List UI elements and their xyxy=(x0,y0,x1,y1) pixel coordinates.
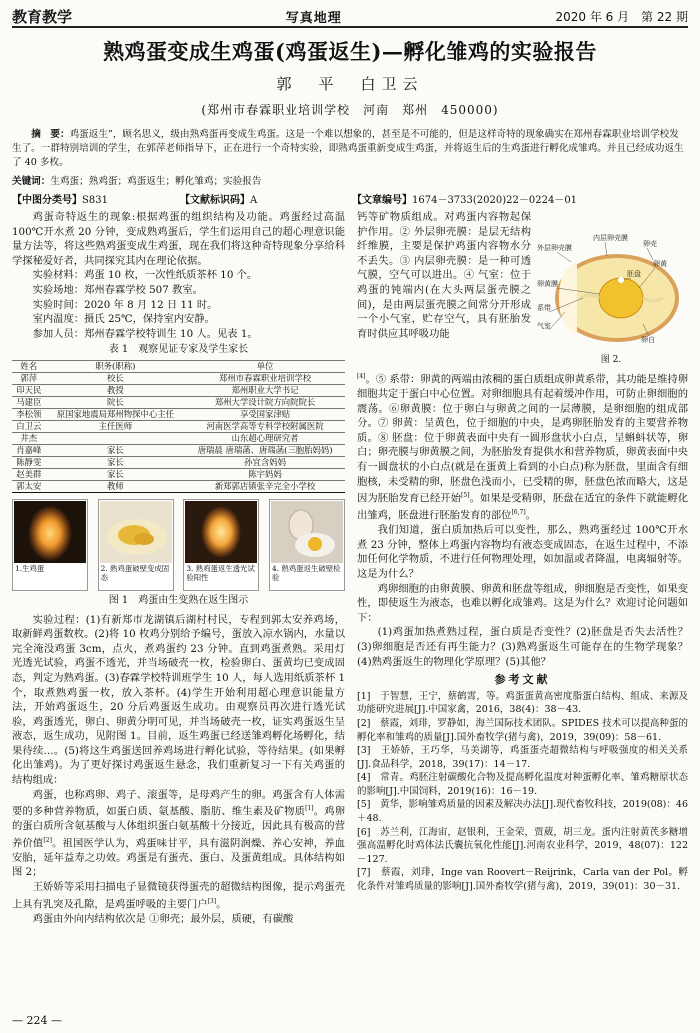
table-cell: 郭萍 xyxy=(12,372,46,384)
abstract-label: 摘 要： xyxy=(31,129,70,140)
table-cell: 校长 xyxy=(46,372,186,384)
table-row xyxy=(12,468,345,480)
table-cell: 河南医学高等专科学校附属医院 xyxy=(185,420,345,432)
table-cell: 新郑郭店镇张辛完全小学校 xyxy=(185,480,345,492)
table-row xyxy=(12,420,345,432)
reference-item: [1] 于智慧，王宁，蔡鹤霄，等。鸡蛋蛋黄高密度脂蛋白结构、组成、来源及功能研究进展[J].中国家禽，2016，38(4)：38－43. xyxy=(357,690,688,716)
table-row xyxy=(12,432,345,444)
table-cell: 院长 xyxy=(46,396,186,408)
scope-paragraph: 王娇娇等采用扫描电子显微镜获得蛋壳的超微结构图像，提示鸡蛋壳上具有乳突及孔隙，是鸡蛋呼吸的主要门户[3]。 xyxy=(12,881,345,911)
label-chalaza: 系带 xyxy=(537,304,551,312)
affiliation: (郑州市春霖职业培训学校 河南 郑州 450000) xyxy=(201,103,499,117)
table-row xyxy=(12,372,345,384)
abstract xyxy=(12,128,688,170)
label-air-cell: 气室 xyxy=(537,322,551,330)
table-cell: 孙宜含妈妈 xyxy=(185,456,345,468)
table-row xyxy=(12,408,345,420)
table-cell: 家长 xyxy=(46,468,186,480)
reference-item: [4] 常青。鸡胚注射碳酸化合物及提高孵化温度对种蛋孵化率、雏鸡糖原状态的影响[J].中国饲料，2019(16)：16－19. xyxy=(357,772,688,797)
questions-paragraph: (1)鸡蛋加热煮熟过程，蛋白质是否变性？(2)胚盘是否失去活性？(3)卵细胞是否还有再生能力？(3)熟鸡蛋返生可能存在的生物学现象？(4)熟鸡蛋返生的物理化学原理？(5)其他？ xyxy=(357,626,688,668)
table-cell: 家长 xyxy=(46,456,186,468)
table-cell: 教授 xyxy=(46,384,186,396)
table-row xyxy=(12,480,345,492)
table-cell: 郑州大学设计院方向院院长 xyxy=(185,396,345,408)
left-column xyxy=(12,210,345,1012)
page-header xyxy=(12,6,688,28)
keywords xyxy=(12,175,688,189)
reference-item: [6] 苏兰利，江海宙，赵银利，王金荣，贾葳，胡三龙。蛋内注射黄芪多糖增强高温孵化时鸡体法氏囊抗氧化性能[J].河南农业科学，2019，48(07)：122－127. xyxy=(357,826,688,865)
place-line: 实验场地：郑州春霖学校 507 教室。 xyxy=(32,283,203,296)
references-title: 参考文献 xyxy=(494,673,551,687)
citation: [3] xyxy=(207,897,217,905)
photo-caption: 4. 熟鸡蛋返生破壁检验 xyxy=(271,563,341,582)
section-label: 教育教学 xyxy=(12,7,73,26)
abstract-text: 鸡蛋返生”，顾名思义，级由熟鸡蛋再变成生鸡蛋。这是一个难以想象的，甚至是不可能的，但是这样奇特的现象确实在郑州春霖职业培训学校发生了。一群特别培训的学生，在郭萍老师指导下，正在进行一个奇特实验，即熟鸡蛋重新变成生鸡蛋，并将返生后的生鸡蛋进行孵化成雏鸡。并且已经成功返生了 40 多枚。 xyxy=(12,129,684,168)
label-inner-membrane: 内层卵壳膜 xyxy=(593,234,628,242)
table-cell: 原国家地震局郑州物探中心主任 xyxy=(46,408,186,420)
reference-item: [2] 蔡霞，刘琲，罗静如，海兰国际技术团队。SPIDES 技术可以提高种蛋的孵化率和雏鸡的质量[J].国外畜牧学(猪与禽)，2019，39(09)：58－61. xyxy=(357,717,688,743)
keywords-text: 生鸡蛋；熟鸡蛋；鸡蛋返生；孵化雏鸡；实验报告 xyxy=(50,176,262,187)
figure-2-caption: 图 2. xyxy=(600,355,622,365)
table-cell: 陈静雯 xyxy=(12,456,46,468)
magazine-name: 写真地理 xyxy=(285,10,342,26)
photo-returned-egg xyxy=(269,499,345,591)
figure-2-egg-diagram xyxy=(535,232,687,364)
structure-paragraph: 鸡蛋，也称鸡卵、鸡子、滚蛋等，是母鸡产生的卵。鸡蛋含有人体需要的多种营养物质，如蛋白质、氨基酸、脂肪、维生素及矿物质[1]。鸡卵的蛋白质所含氨基酸与人体组织蛋白氨基酸十分接近，因此具有极高的营养价值[2]。祖国医学认为，鸡蛋味甘平，具有滋阴润燥、养心安神，养血安胎，延年益寿之功效。鸡蛋是有蛋壳、蛋白、及蛋黄组成。具体结构如图 2； xyxy=(12,788,345,879)
discussion-paragraph: 鸡卵细胞的由卵黄膜、卵黄和胚盘等组成，卵细胞是否变性，如果变性，即使返生为液态，也难以孵化成雏鸡。这是为什么？欢迎讨论问题如下： xyxy=(357,582,688,624)
table-cell: 印天民 xyxy=(12,384,46,396)
figure-1-photos xyxy=(12,499,345,591)
table-cell: 郭太安 xyxy=(12,480,46,492)
table-header: 职务(职称) xyxy=(46,360,186,372)
table-cell: 唐瑞晨 唐瑞菡、唐瑞菡(三胞胎妈妈) xyxy=(185,444,345,456)
table-row xyxy=(12,456,345,468)
issue-label: 2020 年 6 月 第 22 期 xyxy=(555,9,688,24)
keywords-label: 关键词： xyxy=(12,176,51,187)
table-cell: 郑州职业大学书记 xyxy=(185,384,345,396)
germinal-disc-shape xyxy=(618,277,624,283)
doc-code: 【文献标识码】A xyxy=(180,195,258,206)
label-yolk-membrane: 卵黄膜 xyxy=(537,280,558,288)
egg-photo-3 xyxy=(185,501,257,563)
photo-caption: 2. 熟鸡蛋破壁变成固态 xyxy=(100,563,170,582)
clc-number: 【中图分类号】S831 xyxy=(12,195,108,206)
egg-photo-4 xyxy=(271,501,343,563)
table-row xyxy=(12,444,345,456)
table-row xyxy=(12,396,345,408)
photo-raw-egg xyxy=(12,499,88,591)
materials-line: 实验材料：鸡蛋 10 枚，一次性纸质茶杯 10 个。 xyxy=(32,269,258,282)
table-cell: 主任医师 xyxy=(46,420,186,432)
table-cell xyxy=(46,432,186,444)
inner-paragraph: 鸡蛋由外向内结构依次是 ①卵壳；最外层，质硬，有碳酸 xyxy=(32,912,294,925)
table-cell: 肖嘉峰 xyxy=(12,444,46,456)
table-cell: 赵美群 xyxy=(12,468,46,480)
label-germinal-disc: 胚盘 xyxy=(627,270,641,278)
table-row xyxy=(12,384,345,396)
citation: [6,7] xyxy=(511,509,526,517)
photo-caption: 3. 熟鸡蛋返生透光试验阳性 xyxy=(186,563,255,582)
temp-line: 室内温度：摄氏 25℃，保持室内安静。 xyxy=(32,313,215,326)
table-cell: 井杰 xyxy=(12,432,46,444)
label-outer-membrane: 外层卵壳膜 xyxy=(537,244,572,252)
label-shell: 卵壳 xyxy=(643,240,657,248)
table-cell: 山东超心理研究者 xyxy=(185,432,345,444)
table-title: 表 1 观察见证专家及学生家长 xyxy=(108,344,249,356)
label-albumen: 卵白 xyxy=(641,336,655,344)
table-cell: 马建臣 xyxy=(12,396,46,408)
table-cell: 白卫云 xyxy=(12,420,46,432)
air-cell-shape xyxy=(559,262,577,334)
right-column-top xyxy=(357,210,531,370)
references-list xyxy=(357,690,688,894)
process-paragraph: 实验过程：(1)有新郑市龙湖镇后湖村村民，专程到郭太安养鸡场，取新鲜鸡蛋数枚。(2)将 10 枚鸡分别给予编号，蛋放入凉水锅内，水量以完全淹没鸡蛋 3cm，点火，煮鸡蛋约 23 分钟。直到鸡蛋煮熟。采用灯光透光试验，鸡蛋不透光，并当场破壳一枚，检验卵白、蛋黄均已变成固态，判定为熟鸡蛋。(3)春霖学校特训班学生 10 人，每人选用纸质茶杯 1 个，取煮熟鸡蛋一枚，放入茶杯。(4)学生开始利用超心理意识能量方法，开始鸡蛋返生，20 分后鸡蛋返生成功。由观察员再次进行透光试验，鸡蛋透光，卵白、卵黄分明可见，并当场破壳一枚，证实鸡蛋返生呈液态，返生成功，见附图 1。目前，返生鸡蛋已经送雏鸡孵化场孵化，结果待续…。(5)将这生鸡蛋送回养鸡场进行孵化试验，等待结果。(如果孵化出雏鸡)。为了更好探讨鸡蛋返生悬念，我们重新复习一下有关鸡蛋的结构组成： xyxy=(12,613,345,787)
article-number: 【文章编号】1674－3733(2020)22－0224－01 xyxy=(352,195,578,206)
paper-title: 熟鸡蛋变成生鸡蛋(鸡蛋返生)—孵化雏鸡的实验报告 xyxy=(103,39,597,64)
right-paragraph-1: 钙等矿物质组成。对鸡蛋内容物起保护作用。② 外层卵壳膜：是层无结构纤维膜，主要是保护鸡蛋内容物水分不丢失。③ 内层卵壳膜：是一种可透气膜，空气可以进出。④ 气室：位于鸡蛋的钝端内(在大头两层蛋壳膜之间)，是由两层蛋壳膜之间常分开形成一个小气室，贮存空气，具有胚胎发育时供应其呼吸功能 xyxy=(357,211,531,340)
table-cell: 李松领 xyxy=(12,408,46,420)
photo-candling xyxy=(183,499,259,591)
table-cell: 享受国家津贴 xyxy=(185,408,345,420)
table-cell: 家长 xyxy=(46,444,186,456)
citation: [5] xyxy=(461,492,470,500)
citation: [1] xyxy=(305,805,314,813)
people-line: 参加人员：郑州春霖学校特训生 10 人。见表 1。 xyxy=(32,327,258,340)
citation: [2] xyxy=(43,836,52,844)
witness-table xyxy=(12,360,345,493)
page-number: — 224 — xyxy=(12,1014,62,1027)
table-cell: 陈宇妈妈 xyxy=(185,468,345,480)
egg-photo-1 xyxy=(14,501,86,563)
table-cell: 教师 xyxy=(46,480,186,492)
reference-item: [5] 黄华，影响雏鸡质量的因素及解决办法[J].现代畜牧科技，2019(08)：46＋48. xyxy=(357,799,688,825)
right-column-main xyxy=(357,370,688,1010)
label-yolk: 卵黄 xyxy=(653,260,667,268)
denaturation-paragraph: 我们知道，蛋白质加热后可以变性，那么，熟鸡蛋经过 100℃开水煮 23 分钟，整体上鸡蛋内容物均有液态变成固态，在返生过程中，不添加任何化学物质，不进行任何物理处理，如加温或者降温，电离辐射等。这是为什么？ xyxy=(357,524,688,580)
table-cell: 郑州市春霖职业培训学校 xyxy=(185,372,345,384)
right-paragraph-1-cont: [4]。⑤ 系带：卵黄的两端由浓稠的蛋白质组成卵黄系带，其功能是维持卵细胞共定于蛋白中心位置。对卵细胞具有起着缓冲作用，可防止卵细胞的震荡。⑥卵黄膜：位于卵白与卵黄之间的一层薄膜，是卵细胞的组成部分。⑦ 卵黄：呈黄色，位于细胞的中央，是鸡卵胚胎发育的主要营养物质。⑧ 胚盘：位于卵黄表面中央有一圆形盘状小白点，呈蝌蚪状等，卵白；卵壳膜与卵黄膜之间，为胚胎发育提供水和营养物质，卵黄表面中央有一圆盘状的小白点(就是在蛋黄上看到的小白点)称为胚盘，里面含有细胞核，未受精的卵，胚盘色浅而小，已受精的卵，胚盘色浓而略大，这是因为胚胎发育已经开始[5]。如果是受精卵，胚盘在适宜的条件下就能孵化出雏鸡，胚盘进行胚胎发育的部位[6,7]。 xyxy=(357,373,688,522)
citation: [4] xyxy=(357,373,366,380)
table-header: 姓名 xyxy=(12,360,46,372)
reference-item: [3] 王娇娇，王巧华，马美湖等，鸡蛋蛋壳超微结构与呼吸强度的相关关系[J].食品科学，2018，39(17)：14－17. xyxy=(357,745,688,770)
egg-photo-2 xyxy=(100,501,172,563)
figure-1-caption: 图 1 鸡蛋由生变熟在返生图示 xyxy=(108,594,249,606)
time-line: 实验时间：2020 年 8 月 12 日 11 时。 xyxy=(32,298,218,311)
photo-caption: 1.生鸡蛋 xyxy=(15,563,45,573)
reference-item: [7] 蔡霞，刘琲，Inge van Roovert－Reijrink，Carla van der Pol。孵化条件对雏鸡质量的影响[J].国外畜牧学(猪与禽)，2019，39(01)：30－31. xyxy=(357,867,688,893)
authors: 郭 平 白卫云 xyxy=(276,75,424,93)
table-header: 单位 xyxy=(185,360,345,372)
photo-cooked-egg xyxy=(98,499,174,591)
intro-paragraph: 鸡蛋奇特返生的现象:根据鸡蛋的组织结构及功能。鸡蛋经过高温 100℃开水煮 20 分钟，变成熟鸡蛋后，学生们运用自己的超心理意识能量方法等，将这些熟鸡蛋变成生鸡蛋，现在我们将这种奇特现象分享给科学探秘爱好者，共同探究其内在理论依据。 xyxy=(12,211,345,267)
